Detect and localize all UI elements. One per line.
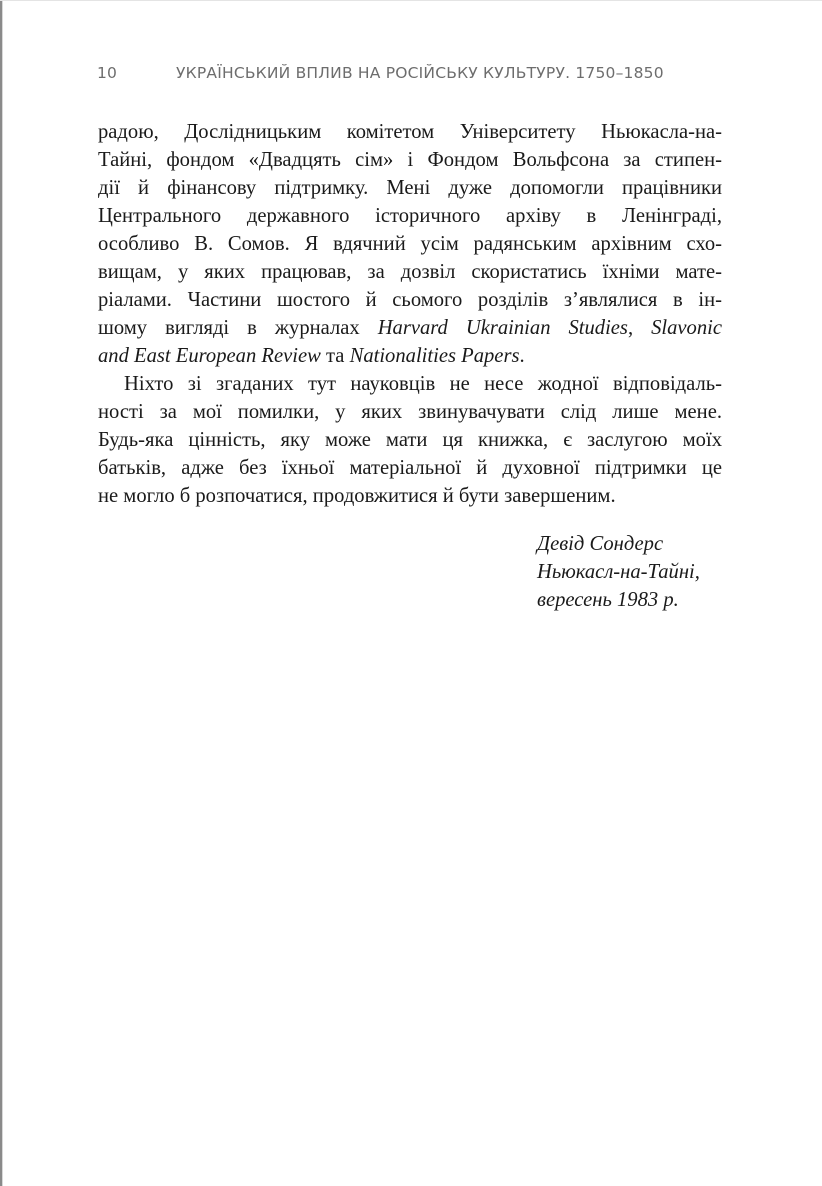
- text-run: ріалами. Частини шостого й сьомого розділів з’являлися в ін-: [98, 289, 722, 311]
- text-run: та: [320, 345, 350, 367]
- text-run: батьків, адже без їхньої матеріальної й духовної підтримки це: [98, 457, 722, 479]
- text-run: Центрального державного історичного архіву в Ленінграді,: [98, 205, 722, 227]
- paragraph: [98, 118, 722, 370]
- text-line: [98, 286, 722, 314]
- text-line: [98, 174, 722, 202]
- page-edge-highlight: [2, 0, 3, 1186]
- text-run: не могло б розпочатися, продовжитися й бути завершеним.: [98, 485, 616, 507]
- text-line: [98, 482, 722, 510]
- journal-title: Harvard Ukrainian Studies: [377, 317, 628, 339]
- running-head: [97, 64, 722, 88]
- text-run: шому вигляді в журналах: [98, 317, 378, 339]
- journal-title: Slavonic: [651, 317, 722, 339]
- page-number: 10: [97, 64, 118, 82]
- text-line: [98, 258, 722, 286]
- text-line: [98, 202, 722, 230]
- text-line: [98, 454, 722, 482]
- signature-block: [537, 530, 700, 614]
- text-run: дії й фінансову підтримку. Мені дуже допомогли працівники: [98, 177, 722, 199]
- text-run: Будь-яка цінність, яку може мати ця книжка, є заслугою моїх: [98, 429, 722, 451]
- text-line: [98, 398, 722, 426]
- text-run: Тайні, фондом «Двадцять сім» і Фондом Вольфсона за стипен-: [98, 149, 722, 171]
- paragraph: [98, 370, 722, 510]
- text-line: [98, 146, 722, 174]
- text-run: радою, Дослідницьким комітетом Університету Ньюкасла-на-: [98, 121, 722, 143]
- text-line: [98, 314, 722, 342]
- text-line: [98, 342, 722, 370]
- text-line: [98, 426, 722, 454]
- page-top-border: [0, 0, 822, 1]
- signature-place: Ньюкасл-на-Тайні,: [537, 561, 700, 583]
- text-run: ності за мої помилки, у яких звинувачувати слід лише мене.: [98, 401, 722, 423]
- journal-title: and East European Review: [98, 345, 321, 367]
- running-title: УКРАЇНСЬКИЙ ВПЛИВ НА РОСІЙСЬКУ КУЛЬТУРУ. 1750–1850: [176, 64, 664, 82]
- body-text: [98, 118, 722, 510]
- text-run: Ніхто зі згаданих тут науковців не несе жодної відповідаль-: [124, 373, 722, 395]
- journal-title: Nationalities Papers: [349, 345, 520, 367]
- text-run: вищам, у яких працював, за дозвіл скористатись їхніми мате-: [98, 261, 722, 283]
- text-line: [98, 370, 722, 398]
- signature-date: вересень 1983 р.: [537, 589, 679, 611]
- text-run: .: [519, 345, 525, 367]
- text-line: [98, 230, 722, 258]
- text-run: ,: [627, 317, 652, 339]
- text-run: особливо В. Сомов. Я вдячний усім радянським архівним схо-: [98, 233, 722, 255]
- signature-name: Девід Сондерс: [537, 533, 664, 555]
- text-line: [98, 118, 722, 146]
